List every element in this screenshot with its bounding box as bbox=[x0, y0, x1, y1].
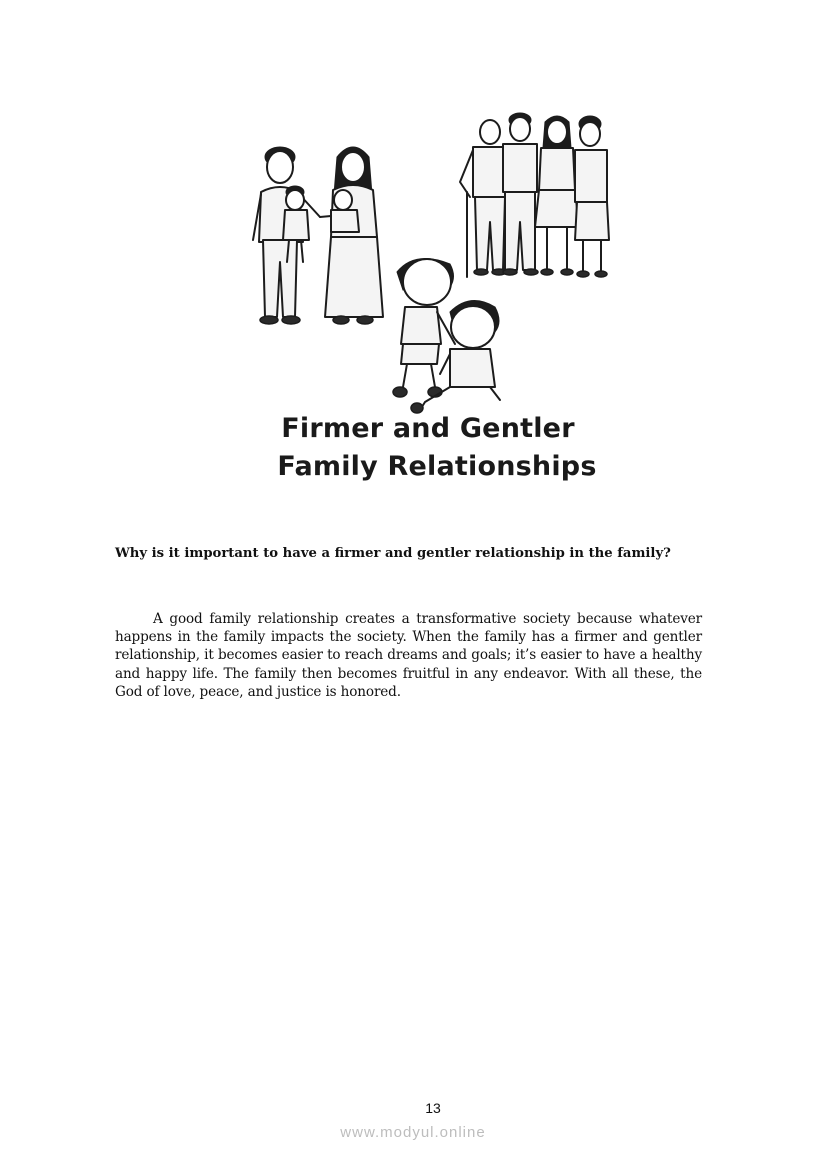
parents-with-babies bbox=[253, 147, 383, 324]
page-number: 13 bbox=[425, 1100, 441, 1116]
page-title bbox=[190, 410, 684, 486]
title-line-2: Family Relationships bbox=[277, 451, 597, 482]
guiding-question: Why is it important to have a firmer and gentler relationship in the family? bbox=[115, 546, 671, 561]
family-illustration bbox=[245, 112, 617, 418]
title-line-1: Firmer and Gentler bbox=[281, 413, 575, 444]
adult-family-group bbox=[460, 113, 609, 277]
children-playing bbox=[393, 259, 500, 413]
body-paragraph: A good family relationship creates a transformative society because whatever happens in the family impacts the society. When the family has a firmer and gentler relationship, it becomes easier to reach dreams and goals; it’s easier to have a healthy and happy life. The family then becomes fruitful in any endeavor. With all these, the God of love, peace, and justice is honored. bbox=[115, 611, 702, 700]
watermark: www.modyul.online bbox=[340, 1124, 486, 1141]
